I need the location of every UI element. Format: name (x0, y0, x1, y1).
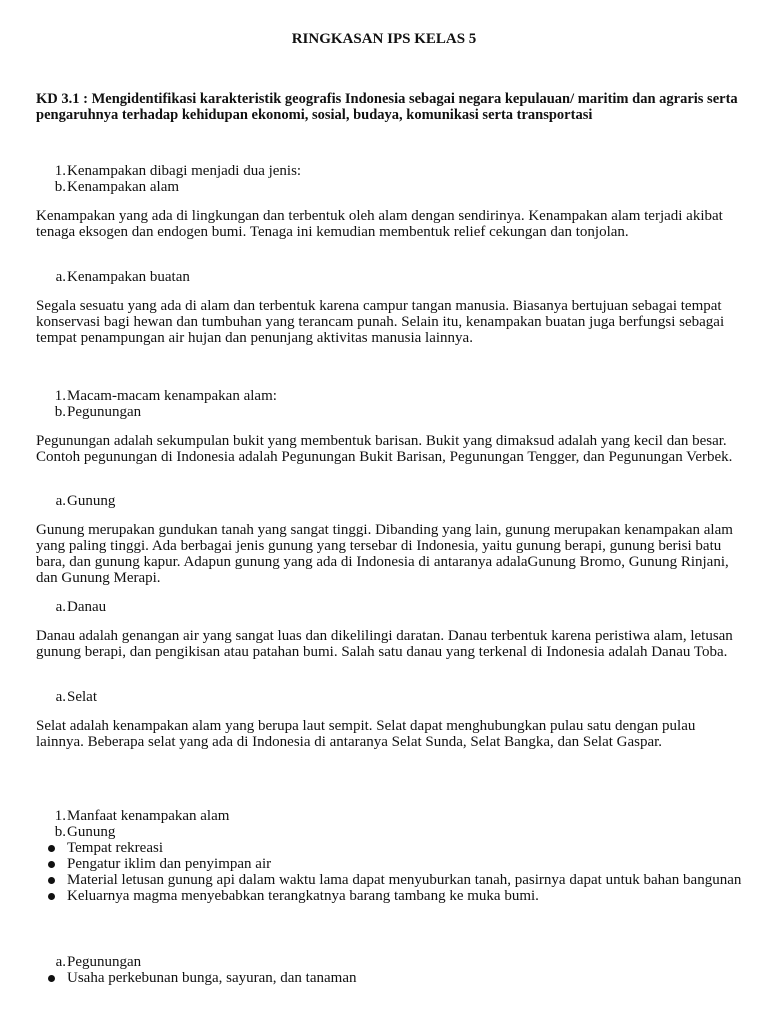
section-3-list (36, 808, 742, 904)
bullet-item: Keluarnya magma menyebabkan terangkatnya barang tambang ke muka bumi. (36, 888, 736, 904)
list-item: 1. Macam-macam kenampakan alam: (54, 388, 277, 404)
bullet-item: Tempat rekreasi (36, 840, 736, 856)
section-4-list (36, 954, 736, 986)
section-2-list (36, 388, 736, 420)
list-item: a. Selat (55, 689, 97, 705)
section-1-list (36, 163, 736, 195)
list-item: 1. Manfaat kenampakan alam (54, 808, 230, 824)
paragraph: Segala sesuatu yang ada di alam dan terbentuk karena campur tangan manusia. Biasanya bertujuan sebagai tempat konservasi bagi hewan dan tumbuhan yang terancam punah. Selain itu, kenampakan buatan juga berfungsi sebagai tempat penampungan air hujan dan penunjang aktivitas manusia lainnya. (36, 298, 725, 346)
list-item: b. Pegunungan (54, 404, 142, 420)
bullet-icon (48, 893, 55, 900)
list-item: a. Kenampakan buatan (55, 269, 190, 285)
bullet-icon (48, 845, 55, 852)
list-item: b. Gunung (54, 824, 116, 840)
list-item: a. Pegunungan (55, 954, 142, 970)
paragraph: Selat adalah kenampakan alam yang berupa laut sempit. Selat dapat menghubungkan pulau satu dengan pulau lainnya. Beberapa selat yang ada di Indonesia di antaranya Selat Sunda, Selat Bangka, dan Selat Gaspar. (36, 718, 696, 750)
paragraph: Danau adalah genangan air yang sangat luas dan dikelilingi daratan. Danau terbentuk karena peristiwa alam, letusan gunung berapi, dan pengikisan atau patahan bumi. Salah satu danau yang terkenal di Indonesia adalah Danau Toba. (36, 628, 733, 660)
paragraph: Kenampakan yang ada di lingkungan dan terbentuk oleh alam dengan sendirinya. Kenampakan alam terjadi akibat tenaga eksogen dan endogen bumi. Tenaga ini kemudian membentuk relief cekungan dan tonjolan. (36, 208, 723, 240)
bullet-icon (48, 861, 55, 868)
bullet-item: Pengatur iklim dan penyimpan air (36, 856, 736, 872)
bullet-icon (48, 877, 55, 884)
document-title: RINGKASAN IPS KELAS 5 (291, 31, 477, 47)
competency-heading: KD 3.1 : Mengidentifikasi karakteristik geografis Indonesia sebagai negara kepulauan/ maritim dan agraris serta pengaruhnya terhadap kehidupan ekonomi, sosial, budaya, komunikasi serta transportasi (36, 91, 738, 123)
list-item: 1. Kenampakan dibagi menjadi dua jenis: (54, 163, 302, 179)
bullet-item: Material letusan gunung api dalam waktu lama dapat menyuburkan tanah, pasirnya dapat untuk bahan bangunan (36, 872, 736, 888)
paragraph: Pegunungan adalah sekumpulan bukit yang membentuk barisan. Bukit yang dimaksud adalah yang kecil dan besar. Contoh pegunungan di Indonesia adalah Pegunungan Bukit Barisan, Pegunungan Tengger, dan Pegunungan Verbek. (36, 433, 733, 465)
list-item: a. Danau (55, 599, 107, 615)
list-item: a. Gunung (55, 493, 116, 509)
bullet-item: Usaha perkebunan bunga, sayuran, dan tanaman (36, 970, 736, 986)
list-item: b. Kenampakan alam (54, 179, 180, 195)
paragraph: Gunung merupakan gundukan tanah yang sangat tinggi. Dibanding yang lain, gunung merupakan kenampakan alam yang paling tinggi. Ada berbagai jenis gunung yang tersebar di Indonesia, yaitu gunung berapi, gunung berisi batu bara, dan gunung kapur. Adapun gunung yang ada di Indonesia di antaranya adalaGunung Bromo, Gunung Rinjani, dan Gunung Merapi. (36, 522, 733, 586)
bullet-icon (48, 975, 55, 982)
